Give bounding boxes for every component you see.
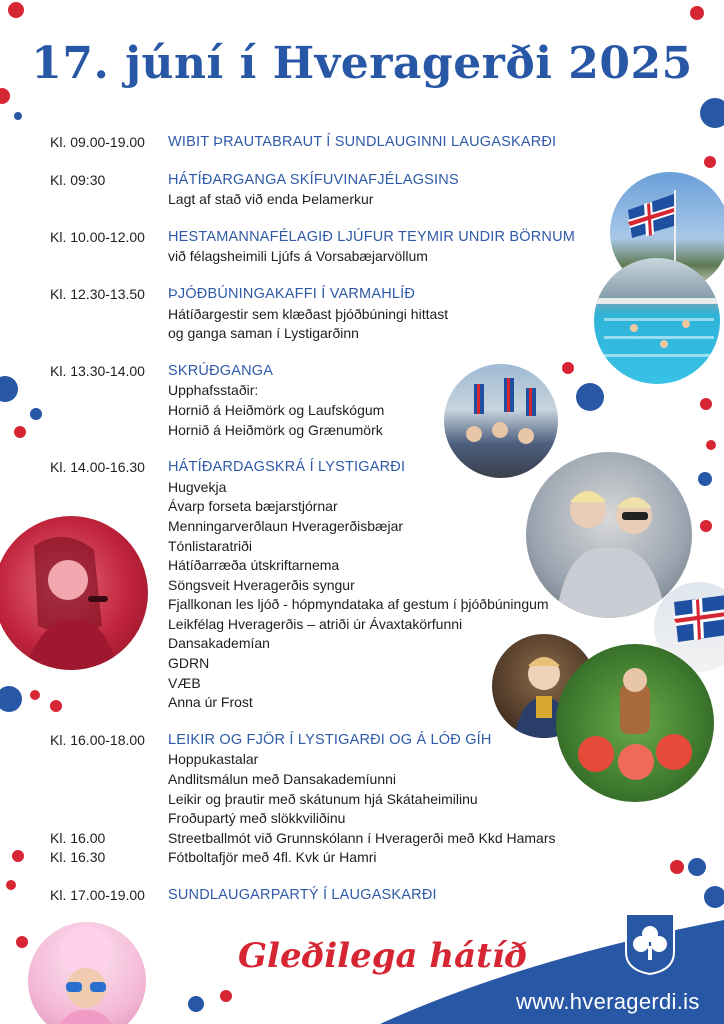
- event-detail: Hugvekja: [168, 478, 227, 495]
- event-detail: Hornið á Heiðmörk og Laufskógum: [168, 401, 385, 418]
- event-detail: og ganga saman í Lystigarðinn: [168, 325, 359, 342]
- event-heading: LEIKIR OG FJÖR Í LYSTIGARÐI OG Á LÓÐ GÍH: [168, 731, 492, 748]
- event-detail: Upphafsstaðir:: [168, 382, 259, 399]
- event-detail: Streetballmót við Grunnskólann í Hveragerði með Kkd Hamars: [168, 829, 556, 846]
- event-detail: GDRN: [168, 655, 210, 672]
- event-time: Kl. 09:30: [50, 171, 106, 188]
- event-detail: Hoppukastalar: [168, 751, 259, 768]
- event-time: Kl. 14.00-16.30: [50, 459, 145, 476]
- event-heading: SKRÚÐGANGA: [168, 362, 274, 379]
- event-heading: ÞJÓÐBÚNINGAKAFFI Í VARMAHLÍÐ: [168, 285, 416, 302]
- event-detail: Anna úr Frost: [168, 694, 253, 711]
- event-time: Kl. 16.00: [50, 829, 106, 846]
- event-detail: Fjallkonan les ljóð - hópmyndataka af gestum í þjóðbúningum: [168, 596, 549, 613]
- event-time: Kl. 17.00-19.00: [50, 887, 145, 903]
- event-detail: Menningarverðlaun Hveragerðisbæjar: [168, 517, 404, 534]
- event-time: Kl. 10.00-12.00: [50, 228, 145, 245]
- event-detail: Tónlistaratriði: [168, 537, 253, 554]
- event-detail: Andlitsmálun með Dansakademíunni: [168, 771, 397, 788]
- event-detail: Leikir og þrautir með skátunum hjá Skátaheimilinu: [168, 790, 478, 807]
- event-heading: HÁTÍÐARDAGSKRÁ Í LYSTIGARÐI: [168, 459, 406, 476]
- event-heading: HESTAMANNAFÉLAGIÐ LJÚFUR TEYMIR UNDIR BÖRNUM: [168, 228, 576, 245]
- town-crest: [624, 912, 676, 981]
- website-link[interactable]: www.hveragerdi.is: [516, 989, 700, 1014]
- event-detail: Lagt af stað við enda Þelamerkur: [168, 191, 374, 208]
- greeting-text: Gleðilega hátíð: [238, 936, 528, 976]
- event-time: Kl. 12.30-13.50: [50, 285, 145, 302]
- event-detail: Ávarp forseta bæjarstjórnar: [168, 498, 338, 515]
- event-time: Kl. 16.30: [50, 849, 106, 866]
- event-time: Kl. 16.00-18.00: [50, 731, 145, 748]
- event-time: Kl. 13.30-14.00: [50, 362, 145, 379]
- event-detail: Hornið á Heiðmörk og Grænumörk: [168, 421, 383, 438]
- event-detail: Froðupartý með slökkviliðinu: [168, 810, 346, 827]
- event-detail: Hátíðarræða útskriftarnema: [168, 557, 340, 574]
- event-detail: Söngsveit Hveragerðis syngur: [168, 576, 355, 593]
- event-time: Kl. 09.00-19.00: [50, 134, 145, 150]
- page-title: 17. júní í Hveragerði 2025: [31, 38, 693, 89]
- event-detail: Leikfélag Hveragerðis – atriði úr Ávaxtakörfunni: [168, 615, 463, 632]
- event-detail: Hátíðargestir sem klæðast þjóðbúningi hittast: [168, 305, 449, 322]
- event-detail: Dansakademían: [168, 635, 270, 652]
- event-detail: við félagsheimili Ljúfs á Vorsabæjarvöllum: [168, 248, 428, 265]
- event-detail: Fótboltafjör með 4fl. Kvk úr Hamri: [168, 849, 377, 866]
- event-heading: SUNDLAUGARPARTÝ Í LAUGASKARÐI: [168, 887, 437, 903]
- event-heading: HÁTÍÐARGANGA SKÍFUVINAFJÉLAGSINS: [168, 171, 459, 188]
- event-detail: VÆB: [168, 674, 201, 691]
- event-heading: WIBIT ÞRAUTABRAUT Í SUNDLAUGINNI LAUGASKARÐI: [168, 134, 557, 150]
